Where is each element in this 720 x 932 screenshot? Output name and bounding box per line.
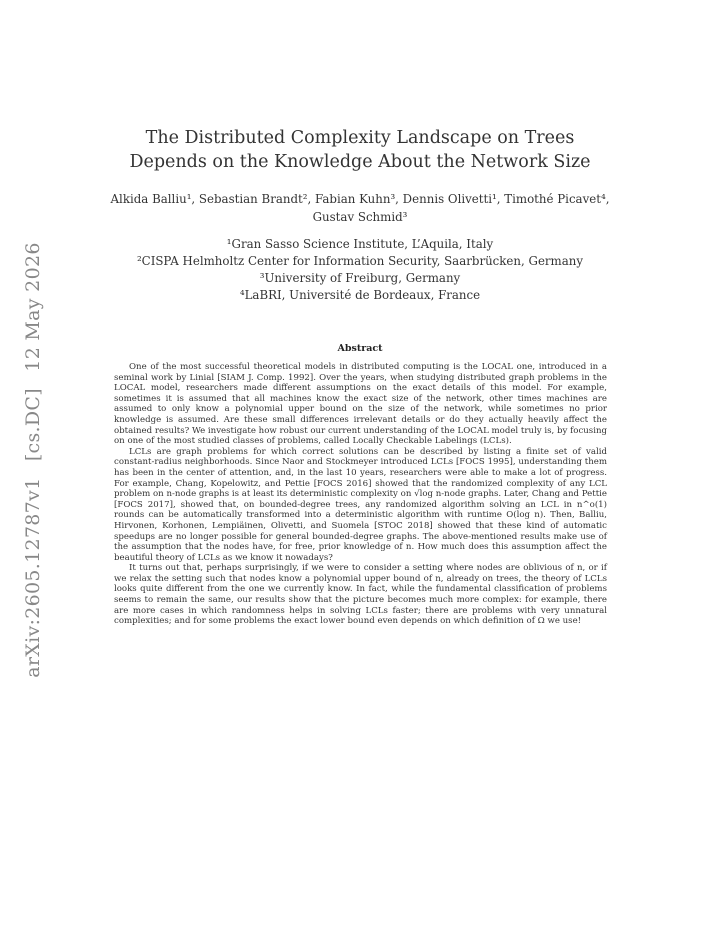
author-list	[90, 190, 630, 226]
abstract-paragraph-1: One of the most successful theoretical models in distributed computing is the LOCAL one, introduced in a seminal work by Linial [SIAM J. Comp. 1992]. Over the years, when studying distributed graph problems in the LOCAL model, researchers made different assumptions on the exact details of this model. For example, sometimes it is assumed that all machines know the exact size of the network, other times machines are assumed to only know a polynomial upper bound on the size of the network, while sometimes no prior knowledge is assumed. Are these small differences irrelevant details or do they actually heavily affect the obtained results? We investigate how robust our current understanding of the LOCAL model truly is, by focusing on one of the most studied classes of problems, called Locally Checkable Labelings (LCLs).	[114, 362, 607, 447]
title-line-1: The Distributed Complexity Landscape on Trees	[145, 128, 575, 148]
affiliation-4: ⁴LaBRI, Université de Bordeaux, France	[239, 288, 481, 302]
abstract-paragraph-2: LCLs are graph problems for which correct solutions can be described by listing a finite set of valid constant-radius neighborhoods. Since Naor and Stockmeyer introduced LCLs [FOCS 1995], understanding them has been in the center of attention, and, in the last 10 years, researchers were able to make a lot of progress. For example, Chang, Kopelowitz, and Pettie [FOCS 2016] showed that the randomized complexity of any LCL problem on n-node graphs is at least its deterministic complexity on √log n-node graphs. Later, Chang and Pettie [FOCS 2017], showed that, on bounded-degree trees, any randomized algorithm solving an LCL in n^o(1) rounds can be automatically transformed into a deterministic algorithm with runtime O(log n). Then, Balliu, Hirvonen, Korhonen, Lempiäinen, Olivetti, and Suomela [STOC 2018] showed that these kind of automatic speedups are no longer possible for general bounded-degree graphs. The above-mentioned results make use of the assumption that the nodes have, for free, prior knowledge of n. How much does this assumption affect the beautiful theory of LCLs as we know it nowadays?	[114, 446, 607, 563]
abstract-heading: Abstract	[337, 343, 383, 354]
authors-line-2: Gustav Schmid³	[312, 210, 408, 224]
paper-title	[0, 126, 720, 174]
arxiv-date: 12 May 2026	[22, 242, 44, 372]
arxiv-side-label	[22, 232, 44, 677]
affiliation-1: ¹Gran Sasso Science Institute, L’Aquila, Italy	[226, 237, 494, 251]
abstract-body	[114, 362, 607, 627]
abstract-paragraph-3: It turns out that, perhaps surprisingly, if we were to consider a setting where nodes are oblivious of n, or if we relax the setting such that nodes know a polynomial upper bound of n, already on trees, the theory of LCLs looks quite different from the one we currently know. In fact, while the fundamental classification of problems seems to remain the same, our results show that the picture becomes much more complex: for example, there are more cases in which randomness helps in solving LCLs faster; there are problems with very unnatural complexities; and for some problems the exact lower bound even depends on which definition of Ω we use!	[114, 563, 607, 627]
arxiv-category: [cs.DC]	[22, 388, 44, 462]
affiliation-3: ³University of Freiburg, Germany	[259, 271, 461, 285]
title-line-2: Depends on the Knowledge About the Network Size	[129, 152, 591, 172]
affiliation-2: ²CISPA Helmholtz Center for Information Security, Saarbrücken, Germany	[136, 254, 584, 268]
affiliation-list	[90, 236, 630, 304]
authors-line-1: Alkida Balliu¹, Sebastian Brandt², Fabian Kuhn³, Dennis Olivetti¹, Timothé Picavet⁴,	[110, 192, 610, 206]
arxiv-id: arXiv:2605.12787v1	[22, 477, 44, 678]
